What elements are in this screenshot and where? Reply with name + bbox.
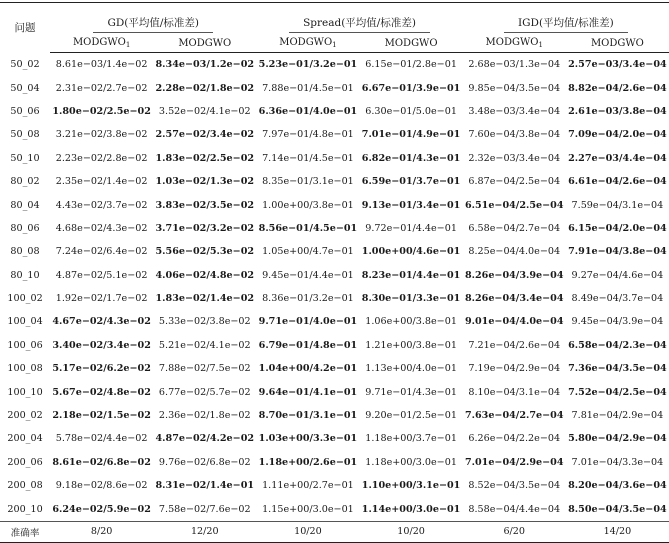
problem-cell: 80_08: [10, 246, 40, 258]
value-cell: 2.27e−03/4.4e−04: [568, 152, 667, 164]
algo-header-modgwo1: [463, 36, 566, 53]
value-cell: 2.28e−02/1.8e−02: [155, 82, 255, 94]
value-cell: 6.15e−04/2.0e−04: [568, 222, 667, 234]
value-cell: 1.18e+00/3.7e−01: [365, 433, 457, 445]
value-cell: 1.04e+00/4.2e−01: [258, 363, 358, 375]
algo-name: MODGWO: [485, 37, 539, 48]
value-cell: 8.31e−02/1.4e−01: [155, 480, 255, 492]
table-row: [0, 310, 669, 333]
table-header: [0, 3, 669, 53]
value-cell: 1.03e+00/3.3e−01: [258, 433, 358, 445]
value-cell: 7.24e−02/6.4e−02: [55, 246, 148, 258]
accuracy-label: 准确率: [0, 521, 50, 542]
value-cell: 7.52e−04/2.5e−04: [568, 386, 667, 398]
results-table: [0, 2, 669, 543]
value-cell: 9.71e−01/4.0e−01: [258, 316, 358, 328]
value-cell: 1.14e+00/3.0e−01: [361, 503, 461, 515]
accuracy-value: 10/20: [256, 521, 359, 542]
accuracy-value: 6/20: [463, 521, 566, 542]
value-cell: 7.09e−04/2.0e−04: [568, 129, 667, 141]
table-row: [0, 474, 669, 497]
problem-cell: 80_10: [10, 269, 40, 281]
value-cell: 1.11e+00/2.7e−01: [262, 480, 354, 492]
problem-cell: 50_04: [10, 82, 40, 94]
value-cell: 8.26e−04/3.9e−04: [464, 269, 564, 281]
table-row: [0, 334, 669, 357]
value-cell: 9.64e−01/4.1e−01: [258, 386, 358, 398]
value-cell: 7.88e−02/7.5e−02: [158, 363, 251, 375]
value-cell: 9.45e−04/3.9e−04: [571, 316, 664, 328]
value-cell: 2.31e−02/2.7e−02: [55, 82, 148, 94]
accuracy-value: 12/20: [153, 521, 256, 542]
table-row: [0, 380, 669, 403]
value-cell: 9.45e−01/4.4e−01: [262, 269, 354, 281]
problem-cell: 80_04: [10, 199, 40, 211]
problem-cell: 100_04: [7, 316, 43, 328]
value-cell: 9.72e−01/4.4e−01: [365, 222, 457, 234]
value-cell: 7.21e−04/2.6e−04: [468, 339, 561, 351]
algo-header-modgwo1: [50, 36, 153, 53]
value-cell: 2.61e−03/3.8e−04: [568, 105, 667, 117]
value-cell: 5.17e−02/6.2e−02: [52, 363, 151, 375]
table-row: [0, 357, 669, 380]
algo-name: MODGWO: [178, 37, 232, 49]
value-cell: 6.24e−02/5.9e−02: [52, 503, 151, 515]
value-cell: 9.27e−04/4.6e−04: [571, 269, 664, 281]
value-cell: 6.36e−01/4.0e−01: [258, 105, 358, 117]
igd-group-header: [463, 3, 669, 37]
problem-cell: 200_08: [7, 480, 43, 492]
value-cell: 3.40e−02/3.4e−02: [52, 339, 151, 351]
value-cell: 8.20e−04/3.6e−04: [568, 480, 667, 492]
spread-group-label: Spread(平均值/标准差): [289, 15, 430, 33]
table-row: [0, 240, 669, 263]
value-cell: 2.57e−03/3.4e−04: [568, 59, 667, 71]
value-cell: 1.83e−02/1.4e−02: [155, 293, 255, 305]
table-row: [0, 427, 669, 450]
value-cell: 7.01e−04/3.3e−04: [571, 456, 664, 468]
value-cell: 1.05e+00/4.7e−01: [262, 246, 354, 258]
value-cell: 3.83e−02/3.5e−02: [155, 199, 255, 211]
value-cell: 7.81e−04/2.9e−04: [571, 410, 664, 422]
algo-header-modgwo: [566, 36, 669, 53]
problem-cell: 100_06: [7, 339, 43, 351]
value-cell: 6.77e−02/5.7e−02: [158, 386, 251, 398]
value-cell: 6.61e−04/2.6e−04: [568, 176, 667, 188]
value-cell: 3.52e−02/4.1e−02: [158, 105, 251, 117]
value-cell: 6.59e−01/3.7e−01: [361, 176, 461, 188]
value-cell: 8.61e−03/1.4e−02: [55, 59, 148, 71]
value-cell: 1.80e−02/2.5e−02: [52, 105, 151, 117]
accuracy-row: [0, 521, 669, 542]
value-cell: 5.23e−01/3.2e−01: [258, 59, 358, 71]
problem-cell: 80_02: [10, 176, 40, 188]
table-row: [0, 404, 669, 427]
problem-cell: 50_02: [10, 58, 40, 70]
value-cell: 2.18e−02/1.5e−02: [52, 410, 151, 422]
value-cell: 1.21e+00/3.8e−01: [365, 339, 457, 351]
value-cell: 8.36e−01/3.2e−01: [262, 293, 354, 305]
value-cell: 6.26e−04/2.2e−04: [468, 433, 561, 445]
value-cell: 9.85e−04/3.5e−04: [468, 82, 561, 94]
problem-cell: 50_06: [10, 105, 40, 117]
value-cell: 8.50e−04/3.5e−04: [568, 503, 667, 515]
problem-cell: 80_06: [10, 222, 40, 234]
table-row: [0, 53, 669, 77]
value-cell: 2.35e−02/1.4e−02: [55, 176, 148, 188]
value-cell: 4.43e−02/3.7e−02: [55, 199, 148, 211]
value-cell: 7.14e−01/4.5e−01: [262, 152, 354, 164]
value-cell: 2.57e−02/3.4e−02: [155, 129, 255, 141]
value-cell: 8.35e−01/3.1e−01: [262, 176, 354, 188]
value-cell: 7.58e−02/7.6e−02: [158, 503, 251, 515]
value-cell: 6.79e−01/4.8e−01: [258, 339, 358, 351]
accuracy-value: 10/20: [360, 521, 463, 542]
value-cell: 1.00e+00/3.8e−01: [262, 199, 354, 211]
value-cell: 9.20e−01/2.5e−01: [365, 410, 457, 422]
value-cell: 1.92e−02/1.7e−02: [55, 293, 148, 305]
value-cell: 4.87e−02/5.1e−02: [55, 269, 148, 281]
value-cell: 6.82e−01/4.3e−01: [361, 152, 461, 164]
value-cell: 3.48e−03/3.4e−04: [468, 105, 561, 117]
value-cell: 1.13e+00/4.0e−01: [365, 363, 457, 375]
problem-cell: 200_06: [7, 456, 43, 468]
algo-subscript: 1: [538, 41, 543, 49]
accuracy-value: 14/20: [566, 521, 669, 542]
value-cell: 5.56e−02/5.3e−02: [155, 246, 255, 258]
problem-cell: 100_02: [7, 293, 43, 305]
problem-cell: 200_04: [7, 433, 43, 445]
value-cell: 4.67e−02/4.3e−02: [52, 316, 151, 328]
value-cell: 1.83e−02/2.5e−02: [155, 152, 255, 164]
value-cell: 6.58e−04/2.7e−04: [468, 222, 561, 234]
value-cell: 7.60e−04/3.8e−04: [468, 129, 561, 141]
value-cell: 5.67e−02/4.8e−02: [52, 386, 151, 398]
value-cell: 7.59e−04/3.1e−04: [571, 199, 664, 211]
value-cell: 8.61e−02/6.8e−02: [52, 456, 151, 468]
value-cell: 7.01e−01/4.9e−01: [361, 129, 461, 141]
table-row: [0, 264, 669, 287]
value-cell: 2.23e−02/2.8e−02: [55, 152, 148, 164]
value-cell: 8.56e−01/4.5e−01: [258, 222, 358, 234]
problem-column-header: 问题: [14, 22, 36, 35]
table-row: [0, 100, 669, 123]
table-row: [0, 287, 669, 310]
value-cell: 7.91e−04/3.8e−04: [568, 246, 667, 258]
algo-name: MODGWO: [72, 37, 126, 48]
value-cell: 1.10e+00/3.1e−01: [361, 480, 461, 492]
value-cell: 2.32e−03/3.4e−04: [468, 152, 561, 164]
value-cell: 5.33e−02/3.8e−02: [158, 316, 251, 328]
table-row: [0, 497, 669, 521]
value-cell: 3.21e−02/3.8e−02: [55, 129, 148, 141]
value-cell: 7.19e−04/2.9e−04: [468, 363, 561, 375]
value-cell: 7.36e−04/3.5e−04: [568, 363, 667, 375]
value-cell: 6.87e−04/2.5e−04: [468, 176, 561, 188]
value-cell: 5.21e−02/4.1e−02: [158, 339, 251, 351]
value-cell: 5.78e−02/4.4e−02: [55, 433, 148, 445]
table-row: [0, 451, 669, 474]
problem-cell: 50_10: [10, 152, 40, 164]
problem-cell: 100_10: [7, 386, 43, 398]
value-cell: 9.01e−04/4.0e−04: [464, 316, 564, 328]
problem-cell: 200_02: [7, 410, 43, 422]
value-cell: 4.87e−02/4.2e−02: [155, 433, 255, 445]
problem-cell: 200_10: [7, 503, 43, 515]
problem-cell: 50_08: [10, 129, 40, 141]
value-cell: 6.58e−04/2.3e−04: [568, 339, 667, 351]
value-cell: 2.36e−02/1.8e−02: [158, 410, 251, 422]
value-cell: 8.23e−01/4.4e−01: [361, 269, 461, 281]
algo-subscript: 1: [332, 41, 337, 49]
value-cell: 9.13e−01/3.4e−01: [361, 199, 461, 211]
table-row: [0, 170, 669, 193]
spread-group-header: [256, 3, 462, 37]
value-cell: 1.18e+00/2.6e−01: [258, 456, 358, 468]
igd-group-label: IGD(平均值/标准差): [504, 15, 628, 33]
value-cell: 9.71e−01/4.3e−01: [365, 386, 457, 398]
value-cell: 1.15e+00/3.0e−01: [262, 503, 354, 515]
value-cell: 7.97e−01/4.8e−01: [262, 129, 354, 141]
value-cell: 6.15e−01/2.8e−01: [365, 59, 457, 71]
value-cell: 7.88e−01/4.5e−01: [262, 82, 354, 94]
gd-group-header: [50, 3, 256, 37]
table-row: [0, 147, 669, 170]
value-cell: 8.25e−04/4.0e−04: [468, 246, 561, 258]
value-cell: 6.30e−01/5.0e−01: [365, 105, 457, 117]
value-cell: 7.63e−04/2.7e−04: [464, 410, 564, 422]
problem-cell: 100_08: [7, 363, 43, 375]
value-cell: 6.51e−04/2.5e−04: [464, 199, 564, 211]
algo-name: MODGWO: [279, 37, 333, 48]
value-cell: 4.68e−02/4.3e−02: [55, 222, 148, 234]
value-cell: 8.52e−04/3.5e−04: [468, 480, 561, 492]
value-cell: 4.06e−02/4.8e−02: [155, 269, 255, 281]
value-cell: 9.18e−02/8.6e−02: [55, 480, 148, 492]
algo-header-modgwo: [360, 36, 463, 53]
value-cell: 1.06e+00/3.8e−01: [365, 316, 457, 328]
value-cell: 3.71e−02/3.2e−02: [155, 222, 255, 234]
value-cell: 1.03e−02/1.3e−02: [155, 176, 255, 188]
accuracy-value: 8/20: [50, 521, 153, 542]
value-cell: 8.58e−04/4.4e−04: [468, 503, 561, 515]
table-body: [0, 53, 669, 543]
value-cell: 2.68e−03/1.3e−04: [468, 59, 561, 71]
value-cell: 8.49e−04/3.7e−04: [571, 293, 664, 305]
gd-group-label: GD(平均值/标准差): [93, 15, 213, 33]
algo-name: MODGWO: [384, 37, 438, 49]
value-cell: 7.01e−04/2.9e−04: [464, 456, 564, 468]
algo-header-modgwo1: [256, 36, 359, 53]
value-cell: 6.67e−01/3.9e−01: [361, 82, 461, 94]
value-cell: 5.80e−04/2.9e−04: [568, 433, 667, 445]
value-cell: 1.00e+00/4.6e−01: [361, 246, 461, 258]
value-cell: 9.76e−02/6.8e−02: [158, 456, 251, 468]
algo-subscript: 1: [125, 41, 131, 49]
algorithm-header-row: [0, 36, 669, 53]
table-row: [0, 123, 669, 146]
value-cell: 8.82e−04/2.6e−04: [568, 82, 667, 94]
value-cell: 8.30e−01/3.3e−01: [361, 293, 461, 305]
value-cell: 8.34e−03/1.2e−02: [155, 59, 255, 71]
table-row: [0, 193, 669, 216]
table-row: [0, 217, 669, 240]
value-cell: 1.18e+00/3.0e−01: [365, 456, 457, 468]
value-cell: 8.70e−01/3.1e−01: [258, 410, 358, 422]
algo-header-modgwo: [153, 36, 256, 53]
value-cell: 8.10e−04/3.1e−04: [468, 386, 561, 398]
algo-name: MODGWO: [590, 37, 644, 49]
value-cell: 8.26e−04/3.4e−04: [464, 293, 564, 305]
table-row: [0, 76, 669, 99]
